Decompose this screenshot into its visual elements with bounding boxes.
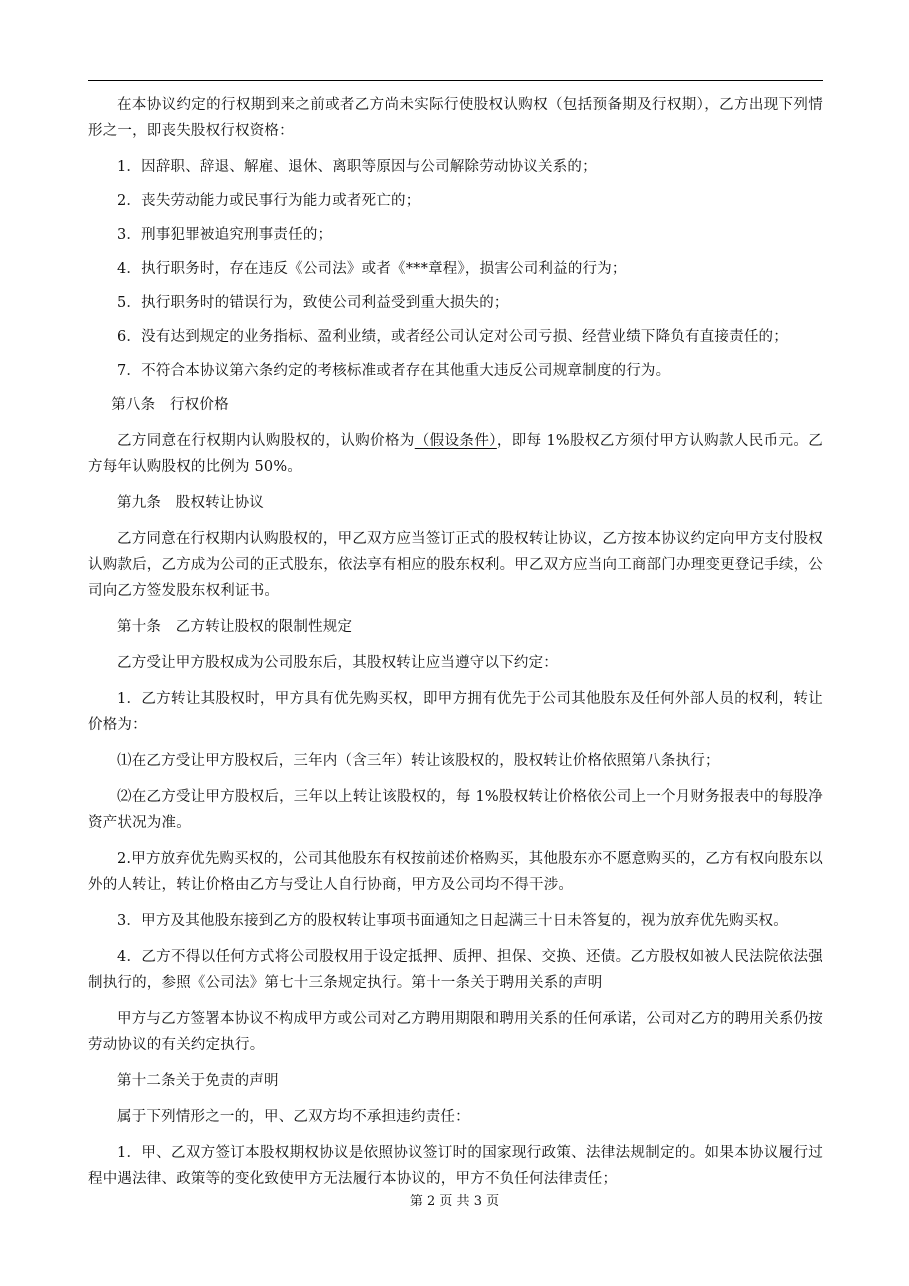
price-text-after: ，即每 1%股权乙方须付甲方认购款人民币元。乙方每年认购股权的比例为 50%。: [88, 433, 823, 475]
list-item: 4．执行职务时，存在违反《公司法》或者《***章程》，损害公司利益的行为；: [117, 261, 627, 277]
list-item: 3．甲方及其他股东接到乙方的股权转让事项书面通知之日起满三十日未答复的，视为放弃优先购买权。: [117, 913, 788, 929]
paragraph-exemption: 属于下列情形之一的，甲、乙双方均不承担违约责任：: [117, 1109, 470, 1125]
list-item: 2．丧失劳动能力或民事行为能力或者死亡的；: [117, 193, 421, 209]
paragraph-transfer-rules: 乙方受让甲方股权成为公司股东后，其股权转让应当遵守以下约定：: [117, 655, 558, 671]
list-item: 2.甲方放弃优先购买权的，公司其他股东有权按前述价格购买，其他股东亦不愿意购买的，乙方有权向股东以外的人转让，转让价格由乙方与受让人自行协商，甲方及公司均不得干涉。: [88, 851, 823, 893]
list-item: 1．甲、乙双方签订本股权期权协议是依照协议签订时的国家现行政策、法律法规制定的。如果本协议履行过程中遇法律、政策等的变化致使甲方无法履行本协议的，甲方不负任何法律责任；: [88, 1145, 823, 1187]
list-item: ⑴在乙方受让甲方股权后，三年内（含三年）转让该股权的，股权转让价格依照第八条执行；: [117, 753, 720, 769]
list-item: 1．乙方转让其股权时，甲方具有优先购买权，即甲方拥有优先于公司其他股东及任何外部人员的权利，转让价格为：: [88, 691, 823, 733]
paragraph-intro: 在本协议约定的行权期到来之前或者乙方尚未实际行使股权认购权（包括预备期及行权期），乙方出现下列情形之一，即丧失股权行权资格：: [88, 97, 823, 139]
paragraph-transfer-agreement: 乙方同意在行权期内认购股权的，甲乙双方应当签订正式的股权转让协议，乙方按本协议约定向甲方支付股权认购款后，乙方成为公司的正式股东，依法享有相应的股东权利。甲乙双方应当向工商部门办理变更登记手续，公司向乙方签发股东权利证书。: [88, 531, 823, 599]
page-number: 第 2 页 共 3 页: [409, 1194, 500, 1209]
list-item: ⑵在乙方受让甲方股权后，三年以上转让该股权的，每 1%股权转让价格依公司上一个月财务报表中的每股净资产状况为准。: [88, 789, 823, 831]
list-item: 1．因辞职、辞退、解雇、退休、离职等原因与公司解除劳动协议关系的；: [117, 159, 597, 175]
list-item: 3．刑事犯罪被追究刑事责任的；: [117, 227, 333, 243]
document-body: [88, 92, 823, 1202]
price-text-before: 乙方同意在行权期内认购股权的，认购价格为: [117, 433, 415, 449]
paragraph-price: [88, 428, 823, 480]
list-item: 6．没有达到规定的业务指标、盈利业绩，或者经公司认定对公司亏损、经营业绩下降负有直接责任的；: [117, 329, 788, 345]
header-rule: [88, 80, 823, 81]
list-item: 4．乙方不得以任何方式将公司股权用于设定抵押、质押、担保、交换、还债。乙方股权如被人民法院依法强制执行的，参照《公司法》第七十三条规定执行。第十一条关于聘用关系的声明: [88, 949, 823, 991]
section-heading-article-8: 第八条 行权价格: [111, 397, 229, 413]
paragraph-employment: 甲方与乙方签署本协议不构成甲方或公司对乙方聘用期限和聘用关系的任何承诺，公司对乙方的聘用关系仍按劳动协议的有关约定执行。: [88, 1011, 823, 1053]
section-heading-article-12: 第十二条关于免责的声明: [117, 1073, 279, 1089]
list-item: 5．执行职务时的错误行为，致使公司利益受到重大损失的；: [117, 295, 509, 311]
price-condition-underlined: （假设条件）: [414, 433, 497, 449]
section-heading-article-9: 第九条 股权转让协议: [117, 495, 264, 511]
list-item: 7．不符合本协议第六条约定的考核标准或者存在其他重大违反公司规章制度的行为。: [117, 363, 671, 379]
section-heading-article-10: 第十条 乙方转让股权的限制性规定: [117, 619, 353, 635]
